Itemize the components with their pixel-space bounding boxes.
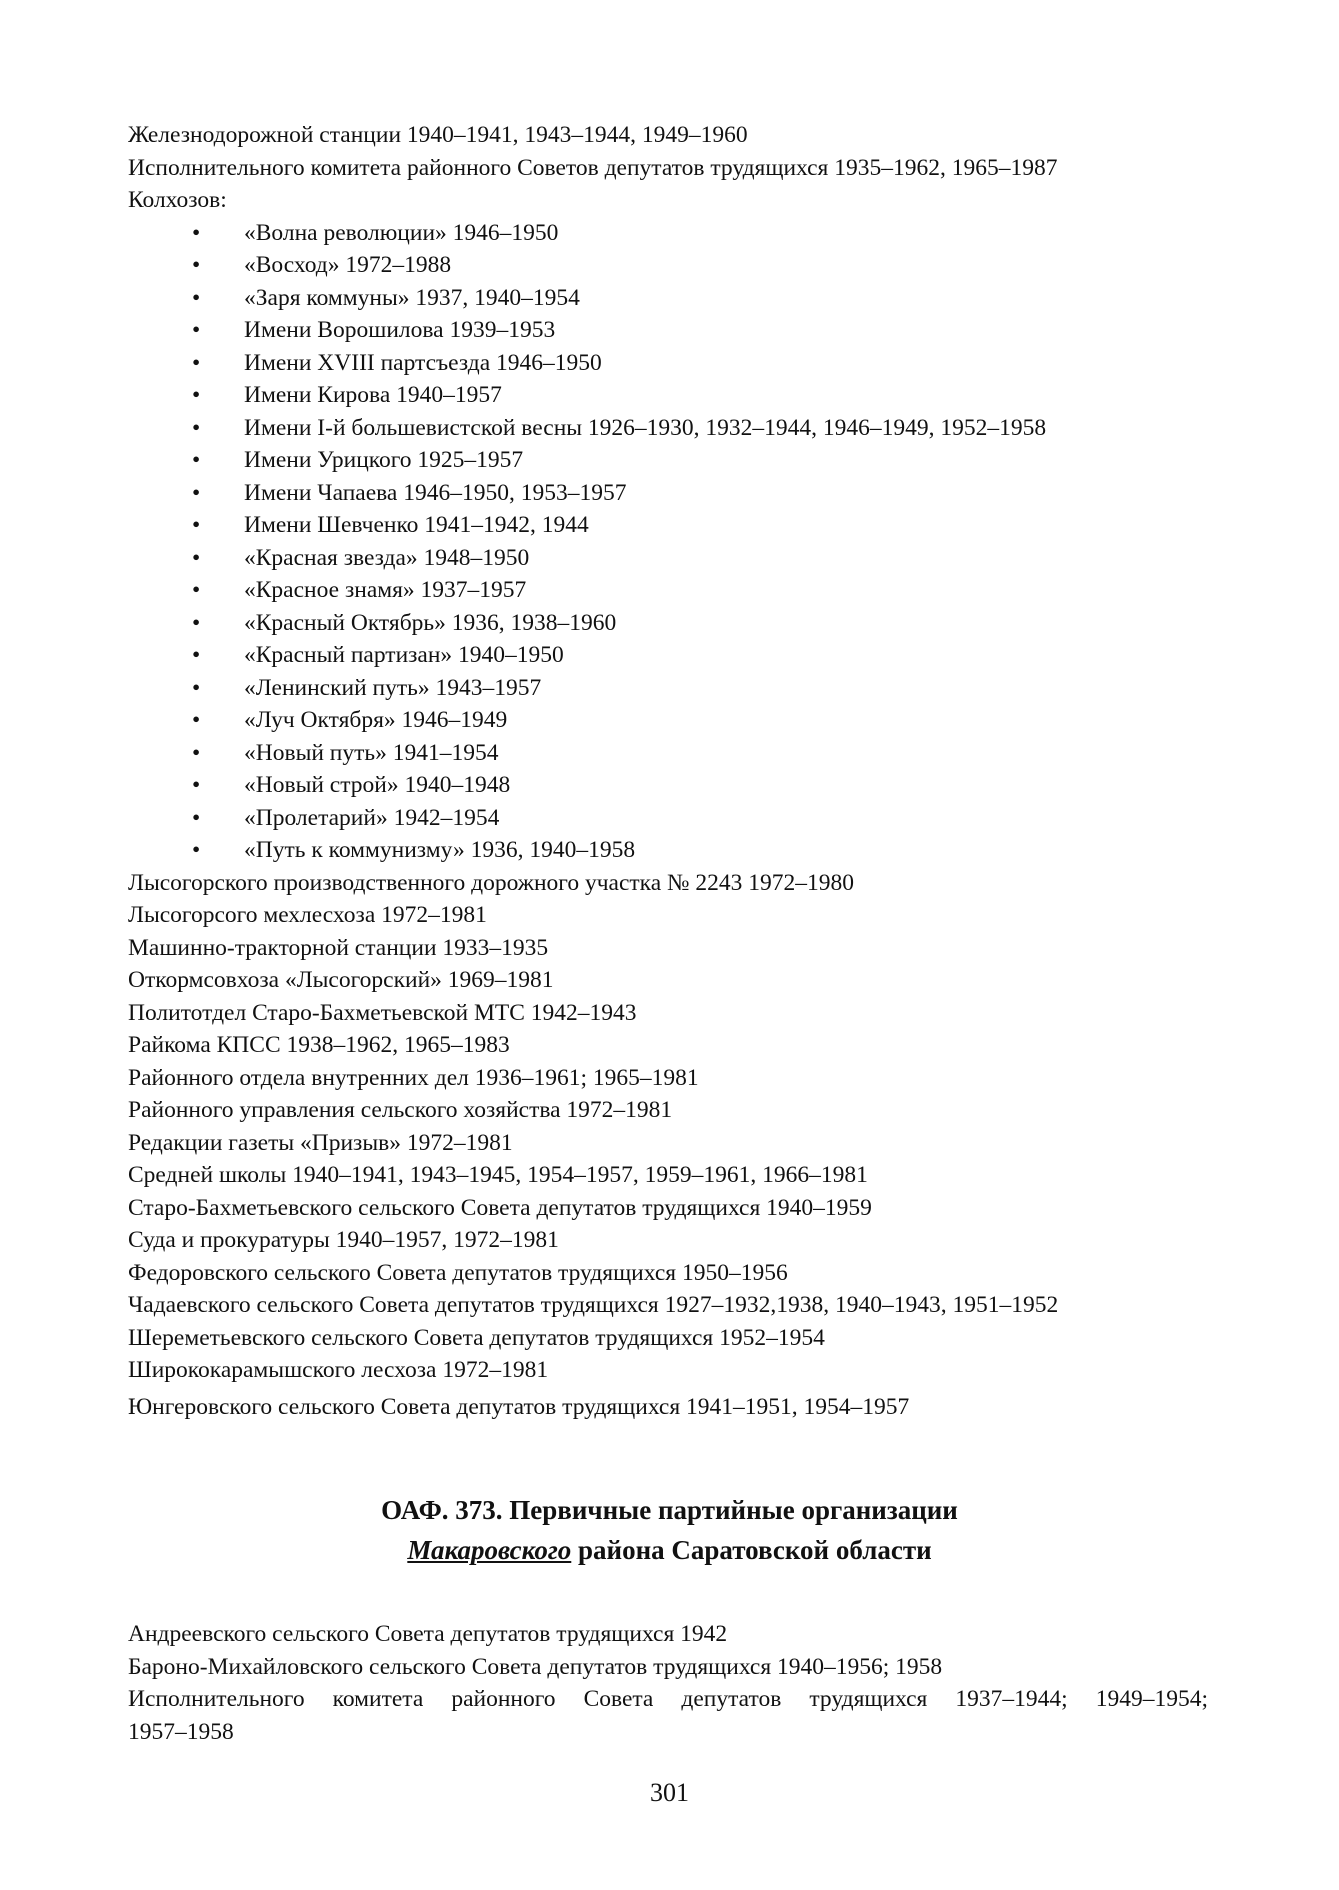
kolkhoz-item: • Имени Урицкого 1925–1957 xyxy=(128,444,1208,477)
kolkhoz-item: • «Луч Октября» 1946–1949 xyxy=(128,704,1208,737)
bullet-icon: • xyxy=(192,479,201,506)
entry-line: Андреевского сельского Совета депутатов трудящихся 1942 xyxy=(128,1621,728,1647)
entry-line: Юнгеровского сельского Совета депутатов трудящихся 1941–1951, 1954–1957 xyxy=(128,1393,910,1420)
entry-line: Районного управления сельского хозяйства 1972–1981 xyxy=(128,1097,673,1123)
entry-line: Железнодорожной станции 1940–1941, 1943–1944, 1949–1960 xyxy=(128,122,748,148)
bullet-icon: • xyxy=(192,739,201,766)
kolkhoz-item: • Имени XVIII партсъезда 1946–1950 xyxy=(128,347,1208,380)
bullet-icon: • xyxy=(192,349,201,376)
entry-line: Исполнительного комитета районного Совета депутатов трудящихся 1937–1944; 1949–1954; xyxy=(128,1686,1208,1712)
entry-line: Редакции газеты «Призыв» 1972–1981 xyxy=(128,1129,513,1156)
kolkhoz-item: • Имени Шевченко 1941–1942, 1944 xyxy=(128,509,1208,542)
entry-line: Ширококарамышского лесхоза 1972–1981 xyxy=(128,1357,549,1383)
kolkhoz-item: • «Восход» 1972–1988 xyxy=(128,249,1208,282)
heading-rest: района Саратовской области xyxy=(571,1535,932,1565)
entry-line-continued: 1957–1958 xyxy=(128,1718,234,1745)
kolkhoz-item: • «Красный Октябрь» 1936, 1938–1960 xyxy=(128,607,1208,640)
bullet-icon: • xyxy=(192,544,201,571)
kolkhoz-item: • «Новый путь» 1941–1954 xyxy=(128,737,1208,770)
bullet-icon: • xyxy=(192,609,201,636)
kolkhoz-item: • Имени Чапаева 1946–1950, 1953–1957 xyxy=(128,477,1208,510)
entry-line: Машинно-тракторной станции 1933–1935 xyxy=(128,934,549,961)
kolkhoz-item: • «Красная звезда» 1948–1950 xyxy=(128,542,1208,575)
kolkhoz-item: • Имени Кирова 1940–1957 xyxy=(128,379,1208,412)
entry-line: Федоровского сельского Совета депутатов трудящихся 1950–1956 xyxy=(128,1259,788,1286)
entry-line: Лысогорского производственного дорожного участка № 2243 1972–1980 xyxy=(128,869,854,896)
entry-line: Шереметьевского сельского Совета депутатов трудящихся 1952–1954 xyxy=(128,1324,825,1351)
kolkhoz-item: • «Красное знамя» 1937–1957 xyxy=(128,574,1208,607)
entry-line: Лысогорсого мехлесхоза 1972–1981 xyxy=(128,902,487,928)
kolkhoz-list xyxy=(128,217,1208,867)
bullet-icon: • xyxy=(192,577,201,603)
entry-line: Старо-Бахметьевского сельского Совета депутатов трудящихся 1940–1959 xyxy=(128,1194,872,1221)
bullet-icon: • xyxy=(192,642,201,668)
kolkhoz-item: • Имени I-й большевистской весны 1926–1930, 1932–1944, 1946–1949, 1952–1958 xyxy=(128,412,1208,445)
bullet-icon: • xyxy=(192,252,201,278)
bullet-icon: • xyxy=(192,674,201,701)
fund-entry-list xyxy=(128,119,1208,1423)
kolkhoz-item: • «Ленинский путь» 1943–1957 xyxy=(128,672,1208,705)
entry-line: Политотдел Старо-Бахметьевской МТС 1942–1943 xyxy=(128,999,637,1026)
bullet-icon: • xyxy=(192,837,201,863)
section-heading-line2 xyxy=(0,1530,1339,1570)
bullet-icon: • xyxy=(192,447,201,473)
bullet-icon: • xyxy=(192,284,201,311)
entry-line: Бароно-Михайловского сельского Совета депутатов трудящихся 1940–1956; 1958 xyxy=(128,1653,943,1680)
kolkhoz-item: • «Путь к коммунизму» 1936, 1940–1958 xyxy=(128,834,1208,867)
bullet-icon: • xyxy=(192,219,201,246)
kolkhoz-item: • «Заря коммуны» 1937, 1940–1954 xyxy=(128,282,1208,315)
section-entry-list xyxy=(128,1618,1208,1748)
bullet-icon: • xyxy=(192,804,201,831)
kolkhoz-item: • Имени Ворошилова 1939–1953 xyxy=(128,314,1208,347)
entry-line: Райкома КПСС 1938–1962, 1965–1983 xyxy=(128,1032,510,1058)
bullet-icon: • xyxy=(192,382,201,408)
entry-line: Исполнительного комитета районного Советов депутатов трудящихся 1935–1962, 1965–1987 xyxy=(128,154,1058,181)
bullet-icon: • xyxy=(192,512,201,538)
section-heading: ОАФ. 373. Первичные партийные организации xyxy=(381,1495,958,1525)
bullet-icon: • xyxy=(192,707,201,733)
bullet-icon: • xyxy=(192,414,201,441)
bullet-icon: • xyxy=(192,772,201,798)
entry-line: Суда и прокуратуры 1940–1957, 1972–1981 xyxy=(128,1227,559,1253)
page-number: 301 xyxy=(650,1778,689,1807)
bullet-icon: • xyxy=(192,317,201,343)
entry-line: Колхозов: xyxy=(128,187,227,213)
entry-line: Чадаевского сельского Совета депутатов трудящихся 1927–1932,1938, 1940–1943, 1951–1952 xyxy=(128,1292,1059,1318)
entry-line: Средней школы 1940–1941, 1943–1945, 1954–1957, 1959–1961, 1966–1981 xyxy=(128,1162,868,1188)
kolkhoz-item: • «Пролетарий» 1942–1954 xyxy=(128,802,1208,835)
kolkhoz-item: • «Красный партизан» 1940–1950 xyxy=(128,639,1208,672)
entry-line: Откормсовхоза «Лысогорский» 1969–1981 xyxy=(128,967,554,993)
district-name: Макаровского xyxy=(407,1535,572,1565)
entry-line: Районного отдела внутренних дел 1936–1961; 1965–1981 xyxy=(128,1064,699,1091)
kolkhoz-item: • «Волна революции» 1946–1950 xyxy=(128,217,1208,250)
kolkhoz-item: • «Новый строй» 1940–1948 xyxy=(128,769,1208,802)
